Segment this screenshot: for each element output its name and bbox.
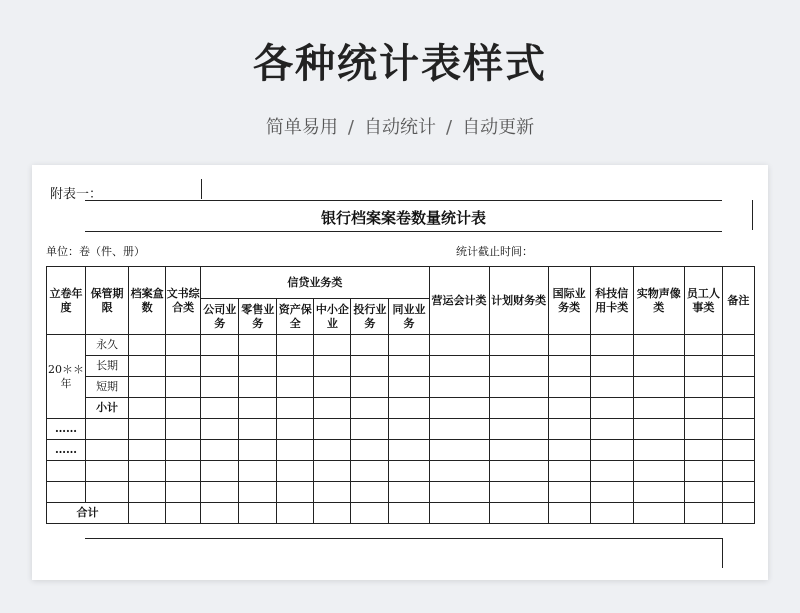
bottom-rule — [85, 538, 722, 539]
header-credit-retail: 零售业务 — [239, 299, 277, 335]
year-cell: 20＊＊年 — [47, 335, 86, 419]
retention-cell: 短期 — [86, 377, 129, 398]
top-rule — [85, 200, 722, 201]
page-title: 各种统计表样式 — [253, 41, 547, 87]
ellipsis-cell: …… — [47, 419, 86, 440]
bottom-mark — [722, 538, 723, 568]
title-rule — [85, 231, 722, 232]
subtitle-easy: 简单易用 — [265, 117, 338, 138]
header-credit-asset: 资产保全 — [277, 299, 314, 335]
subtitle-auto-update: 自动更新 — [462, 117, 535, 138]
unit-label: 单位：卷（件、册） — [46, 245, 145, 258]
header-credit-ib: 投行业务 — [351, 299, 389, 335]
side-mark — [752, 200, 753, 230]
header-international: 国际业务类 — [548, 267, 590, 335]
subtitle-separator: / — [446, 117, 453, 138]
statistics-table — [46, 266, 755, 524]
subtotal-cell: 小计 — [86, 398, 129, 419]
subtitle-auto-stats: 自动统计 — [364, 117, 436, 138]
header-retention: 保管期限 — [86, 267, 129, 335]
document-sheet — [32, 165, 768, 580]
total-cell: 合计 — [47, 503, 129, 524]
attachment-label: 附表一： — [50, 187, 103, 202]
retention-cell: 长期 — [86, 356, 129, 377]
header-planning: 计划财务类 — [489, 267, 548, 335]
header-credit-sme: 中小企业 — [314, 299, 351, 335]
header-credit-corporate: 公司业务 — [201, 299, 239, 335]
header-card: 科技信用卡类 — [590, 267, 633, 335]
header-staff: 员工人事类 — [684, 267, 722, 335]
header-credit-interbank: 同业业务 — [389, 299, 429, 335]
header-boxes: 档案盒数 — [129, 267, 166, 335]
header-operation: 营运会计类 — [429, 267, 489, 335]
header-docs: 文书综合类 — [166, 267, 201, 335]
header-volume-year: 立卷年度 — [47, 267, 86, 335]
header-remark: 备注 — [722, 267, 754, 335]
subtitle-separator: / — [347, 117, 354, 138]
header-credit: 信贷业务类 — [201, 267, 429, 299]
header-media: 实物声像类 — [633, 267, 684, 335]
ellipsis-cell: …… — [47, 440, 86, 461]
retention-cell: 永久 — [86, 335, 129, 356]
page-subtitle — [0, 113, 800, 139]
attachment-box — [85, 179, 202, 199]
table-title: 银行档案案卷数量统计表 — [320, 209, 486, 227]
deadline-label: 统计截止时间： — [456, 245, 533, 258]
